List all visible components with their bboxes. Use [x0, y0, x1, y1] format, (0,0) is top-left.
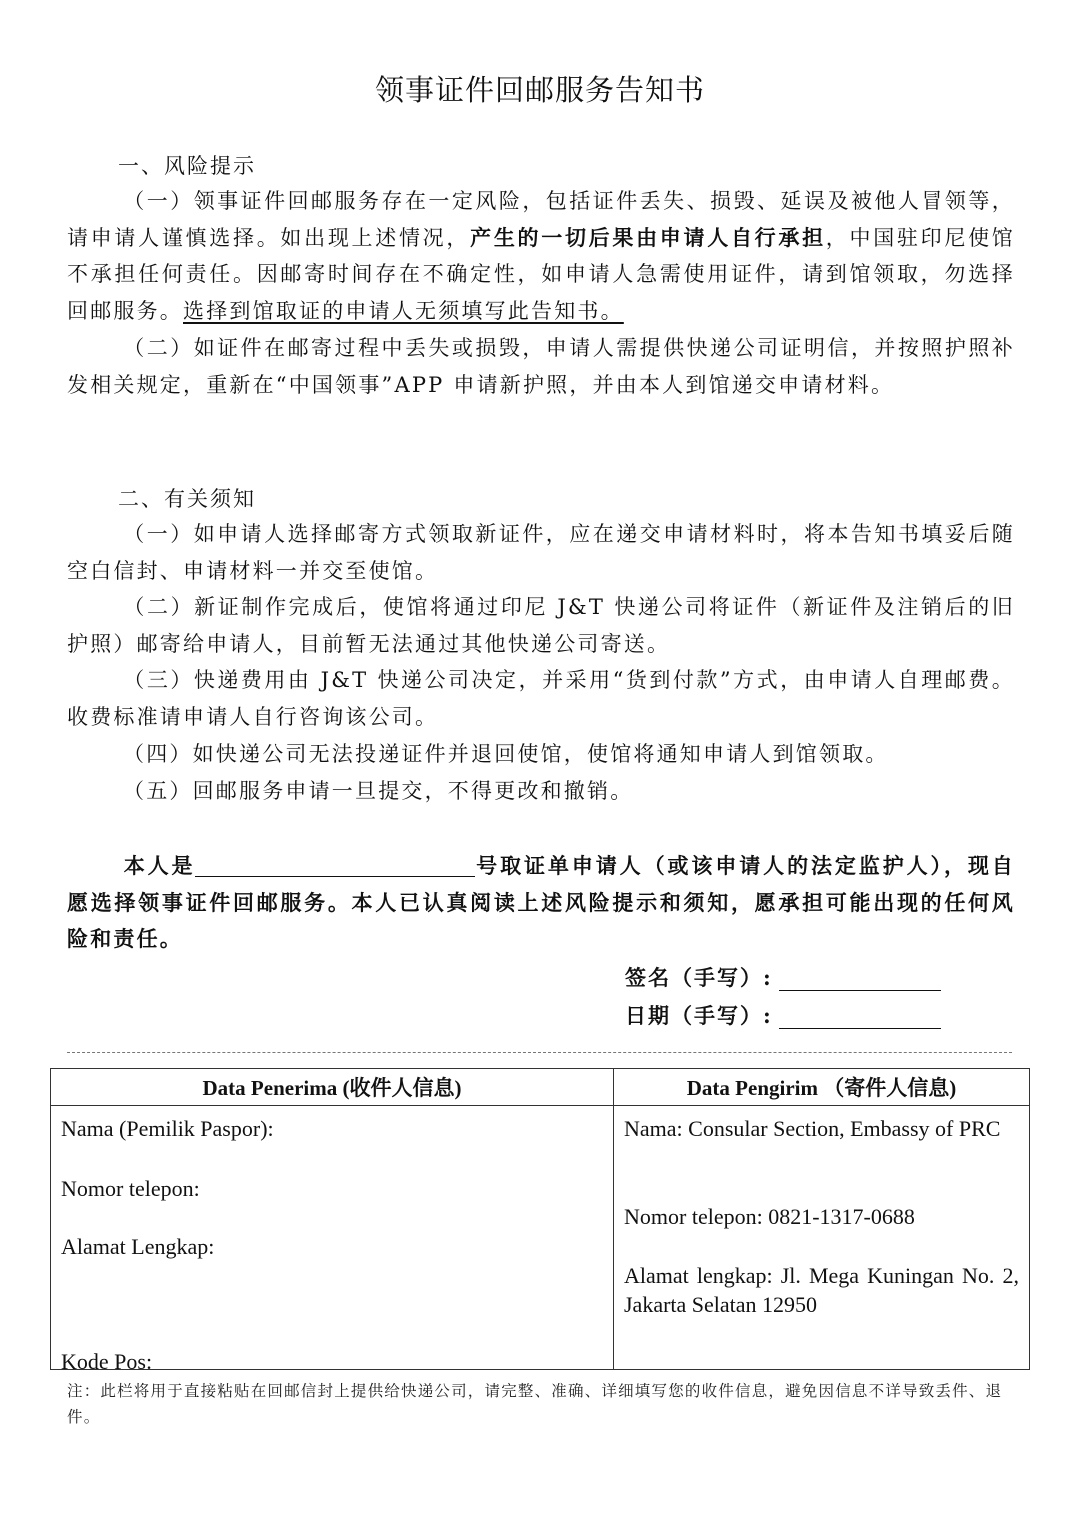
- notice-item-2-text: （二）新证制作完成后，使馆将通过印尼 J&T 快递公司将证件（新证件及注销后的旧护照）邮寄给申请人，目前暂无法通过其他快递公司寄送。: [67, 595, 1015, 656]
- receiver-phone-label: Nomor telepon:: [61, 1176, 200, 1201]
- address-table: [50, 1068, 1030, 1374]
- declaration-prefix: 本人是: [123, 853, 196, 878]
- declaration-suffix: 号取证单申请人（或该申请人的法定监护人），现自愿选择领事证件回邮服务。本人已认真阅读上述风险提示和须知，愿承担可能出现的任何风险和责任。: [67, 853, 1015, 951]
- sender-header: Data Pengirim （寄件人信息): [614, 1069, 1030, 1106]
- sender-name-label: Nama:: [624, 1116, 683, 1141]
- risk-p1-text-a: （一）领事证件回邮服务存在一定风险，包括证件丢失、损毁、延误及被他人冒领等，请申请人谨慎选择。如出现上述情况，: [67, 189, 1015, 250]
- sender-name: [624, 1114, 1019, 1143]
- date-blank[interactable]: [779, 1004, 941, 1029]
- notice-item-1: [67, 516, 1015, 589]
- risk-p2-text: （二）如证件在邮寄过程中丢失或损毁，申请人需提供快递公司证明信，并按照护照补发相关规定，重新在“中国领事”APP 申请新护照，并由本人到馆递交申请材料。: [67, 336, 1015, 397]
- section-notice-heading: 二、有关须知: [118, 487, 256, 511]
- sender-cell: [614, 1106, 1030, 1370]
- sender-name-value: Consular Section, Embassy of PRC: [688, 1116, 1001, 1141]
- notice-item-3-text: （三）快递费用由 J&T 快递公司决定，并采用“货到付款”方式，由申请人自理邮费。收费标准请申请人自行咨询该公司。: [67, 668, 1015, 729]
- risk-p1-bold: 产生的一切后果由申请人自行承担: [470, 224, 826, 250]
- declaration-paragraph: [67, 848, 1015, 958]
- risk-paragraph-2: [67, 330, 1015, 403]
- sender-address: Alamat lengkap: Jl. Mega Kuningan No. 2, Jakarta Selatan 12950: [624, 1263, 1019, 1317]
- receiver-name-label: Nama (Pemilik Paspor):: [61, 1116, 274, 1141]
- date-row: [625, 1000, 941, 1030]
- risk-paragraph-1: [67, 183, 1015, 329]
- signature-label: 签名（手写）:: [625, 965, 773, 990]
- date-label: 日期（手写）:: [625, 1003, 773, 1028]
- receiver-header: Data Penerima (收件人信息): [51, 1069, 614, 1106]
- receiver-cell[interactable]: [51, 1106, 614, 1374]
- section-risk-heading: 一、风险提示: [118, 154, 256, 178]
- sender-phone: Nomor telepon: 0821-1317-0688: [624, 1204, 915, 1229]
- receiver-address-label: Alamat Lengkap:: [61, 1234, 215, 1259]
- footnote: 注：此栏将用于直接粘贴在回邮信封上提供给快递公司，请完整、准确、详细填写您的收件信息，避免因信息不详导致丢件、退件。: [67, 1382, 1003, 1426]
- notice-item-1-text: （一）如申请人选择邮寄方式领取新证件，应在递交申请材料时，将本告知书填妥后随空白信封、申请材料一并交至使馆。: [67, 522, 1015, 583]
- risk-p1-underline: 选择到馆取证的申请人无须填写此告知书。: [183, 298, 624, 323]
- risk-p1-text-b: ，中国驻印尼使馆不承担任何责任。因邮寄时间存在不确定性，如申请人急需使用证件，请到馆领取，勿选择回邮服务。: [67, 225, 1015, 323]
- document-title: 领事证件回邮服务告知书: [374, 73, 705, 107]
- application-number-blank[interactable]: [195, 852, 475, 877]
- cut-line-divider: [67, 1052, 1012, 1053]
- notice-item-4-text: （四）如快递公司无法投递证件并退回使馆，使馆将通知申请人到馆领取。: [123, 742, 889, 766]
- receiver-postcode-label: Kode Pos:: [61, 1349, 153, 1374]
- notice-item-3: [67, 662, 1015, 735]
- signature-row: [625, 962, 941, 992]
- notice-item-5-text: （五）回邮服务申请一旦提交，不得更改和撤销。: [123, 779, 634, 803]
- notice-item-4: [67, 736, 1015, 773]
- notice-item-2: [67, 589, 1015, 662]
- notice-item-5: [67, 773, 1015, 810]
- signature-blank[interactable]: [779, 966, 941, 991]
